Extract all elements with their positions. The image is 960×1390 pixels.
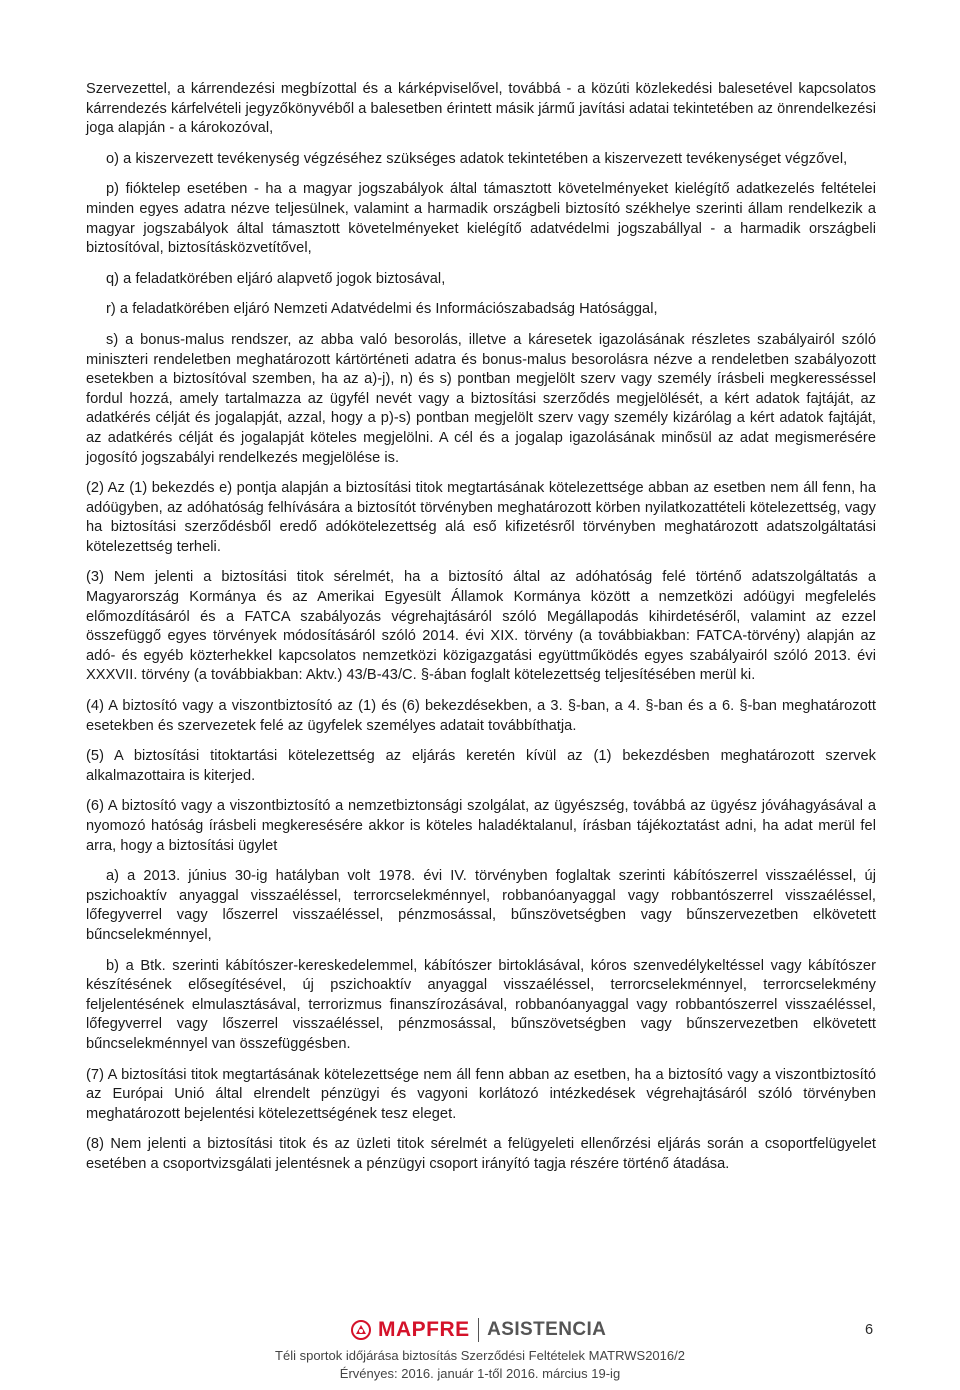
- paragraph: (7) A biztosítási titok megtartásának kötelezettsége nem áll fenn abban az esetben, ha a biztosító vagy a viszontbiztosító az Európai Unió által elrendelt pénzügyi és vagyoni korlátozó intézkedések végrehajtásáról szóló törvényben meghatározott bejelentési kötelezettségének tesz eleget.: [86, 1066, 876, 1122]
- list-item-paragraph: r) a feladatkörében eljáró Nemzeti Adatvédelmi és Információszabadság Hatósággal,: [106, 301, 658, 318]
- list-item-paragraph: o) a kiszervezett tevékenység végzéséhez szükséges adatok tekintetében a kiszervezett tevékenységet végzővel,: [106, 150, 848, 167]
- list-item-paragraph: q) a feladatkörében eljáró alapvető jogok biztosával,: [106, 270, 446, 287]
- paragraph: (6) A biztosító vagy a viszontbiztosító a nemzetbiztonsági szolgálat, az ügyészség, továbbá az ügyész jóváhagyásával a nyomozó hatóság írásbeli megkeresésére akkor is köteles haladéktalanul, írásban tájékoztatást adni, ha adat merül fel arra, hogy a biztosítási ügylet: [86, 798, 876, 854]
- mapfre-logo-icon: [350, 1319, 372, 1341]
- paragraph: (4) A biztosító vagy a viszontbiztosító az (1) és (6) bekezdésekben, a 3. §-ban, a 4. §-ban és a 6. §-ban meghatározott esetekben és szervezetek felé az ügyfelek személyes adatait továbbíthatja.: [86, 698, 876, 734]
- document-body: [86, 80, 876, 1186]
- list-item-paragraph: a) a 2013. június 30-ig hatályban volt 1978. évi IV. törvényben foglaltak szerinti kábítószerrel visszaéléssel, új pszichoaktív anyaggal visszaéléssel, terrorcselekménnyel, robbanóanyaggal vagy robbantószerrel visszaéléssel, lőfegyverrel vagy lőszerrel visszaéléssel, pénzmosással, bűnszövetségben vagy bűnszervezetben elkövetett bűncselekménnyel,: [86, 868, 876, 943]
- brand-primary: MAPFRE: [378, 1318, 470, 1341]
- footer-validity-line: Érvényes: 2016. január 1-től 2016. március 19-ig: [339, 1366, 621, 1381]
- page-number: 6: [865, 1322, 874, 1338]
- list-item-paragraph: p) fióktelep esetében - ha a magyar jogszabályok által támasztott követelményeket kielégítő adatkezelés feltételei minden egyes adatra nézve teljesülnek, valamint a harmadik országbeli biztosító székhelye szerinti állam rendelkezik a magyar jogszabályok által támasztott követelményeket kielégítő adatvédelmi jogszabállyal - a harmadik országbeli biztosítóval, biztosításközvetítővel,: [86, 181, 876, 257]
- footer-product-line: Téli sportok időjárása biztosítás Szerződési Feltételek MATRWS2016/2: [275, 1348, 685, 1363]
- brand-divider: [478, 1318, 480, 1342]
- paragraph: (8) Nem jelenti a biztosítási titok és az üzleti titok sérelmét a felügyeleti ellenőrzési eljárás során a csoportfelügyelet esetében a csoportvizsgálati jelentésnek a pénzügyi csoport irányító tagja részére történő átadása.: [86, 1136, 876, 1172]
- paragraph: (5) A biztosítási titoktartási kötelezettség az eljárás keretén kívül az (1) bekezdésben meghatározott szervek alkalmazottaira is kiterjed.: [86, 748, 876, 784]
- paragraph: Szervezettel, a kárrendezési megbízottal és a kárképviselővel, továbbá - a közúti közlekedési balesetével kapcsolatos kárrendezés kárfelvételi jegyzőkönyvéből a balesetben érintett másik jármű javítási adatai tekintetében az önrendelkezési joga alapján - a károkozóval,: [86, 81, 876, 137]
- list-item-paragraph: b) a Btk. szerinti kábítószer-kereskedelemmel, kábítószer birtoklásával, kóros szenvedélykeltéssel vagy kábítószer készítésének elősegítésével, új pszichoaktív anyaggal visszaéléssel, terrorcselekménnyel, terrorcselekmény feljelentésének elmulasztásával, terrorizmus finanszírozásával, robbanóanyaggal vagy robbantószerrel visszaéléssel, lőfegyverrel vagy lőszerrel visszaéléssel, pénzmosással, bűnszövetségben vagy bűnszervezetben elkövetett bűncselekménnyel van összefüggésben.: [86, 957, 876, 1052]
- footer-logo: [350, 1316, 606, 1344]
- paragraph: (2) Az (1) bekezdés e) pontja alapján a biztosítási titok megtartásának kötelezettsége abban az esetben nem áll fenn, ha adóügyben, az adóhatóság felhívására a biztosítót törvényben meghatározott körben nyilatkozattételi kötelezettség, vagy ha biztosítási szerződésből eredő adókötelezettség alá eső kifizetésről törvényben meghatározott adatszolgáltatási kötelezettség terheli.: [86, 480, 876, 555]
- paragraph: (3) Nem jelenti a biztosítási titok sérelmét, ha a biztosító által az adóhatóság felé történő adatszolgáltatás a Magyarország Kormánya és az Amerikai Egyesült Államok Kormánya között a nemzetközi adóügyi megfelelés előmozdításáról és a FATCA szabályozás végrehajtásáról szóló Megállapodás kihirdetéséről, valamint az ezzel összefüggő egyes törvények módosításáról szóló 2014. évi XIX. törvény (a továbbiakban: FATCA-törvény) alapján az adó- és egyéb közterhekkel kapcsolatos nemzetközi közigazgatási együttműködés egyes szabályairól szóló 2013. évi XXXVII. törvény (a továbbiakban: Aktv.) 43/B-43/C. §-ában foglalt kötelezettség teljesítésében merül ki.: [86, 569, 876, 684]
- brand-secondary: ASISTENCIA: [487, 1319, 607, 1340]
- list-item-paragraph: s) a bonus-malus rendszer, az abba való besorolás, illetve a káresetek igazolásának részletes szabályairól szóló miniszteri rendeletben meghatározott kártörténeti adatra és bonus-malus besorolásra nézve a rendeletben szabályozott esetekben a biztosítóval szemben, ha az a)-j), n) és s) pontban megjelölt szerv vagy személy írásbeli megkeresséssel fordul hozzá, amely tartalmazza az ügyfél nevét vagy a biztosítási szerződés megjelölését, a kért adatok fajtáját, az adatkérés célját és jogalapját, azzal, hogy a p)-s) pontban megjelölt szerv vagy személy kizárólag a kért adatok fajtáját, az adatkérés célját és jogalapját köteles megjelölni. A cél és a jogalap igazolásának minősül az adat megismerésére jogosító jogszabályi rendelkezés megjelölése is.: [86, 331, 876, 466]
